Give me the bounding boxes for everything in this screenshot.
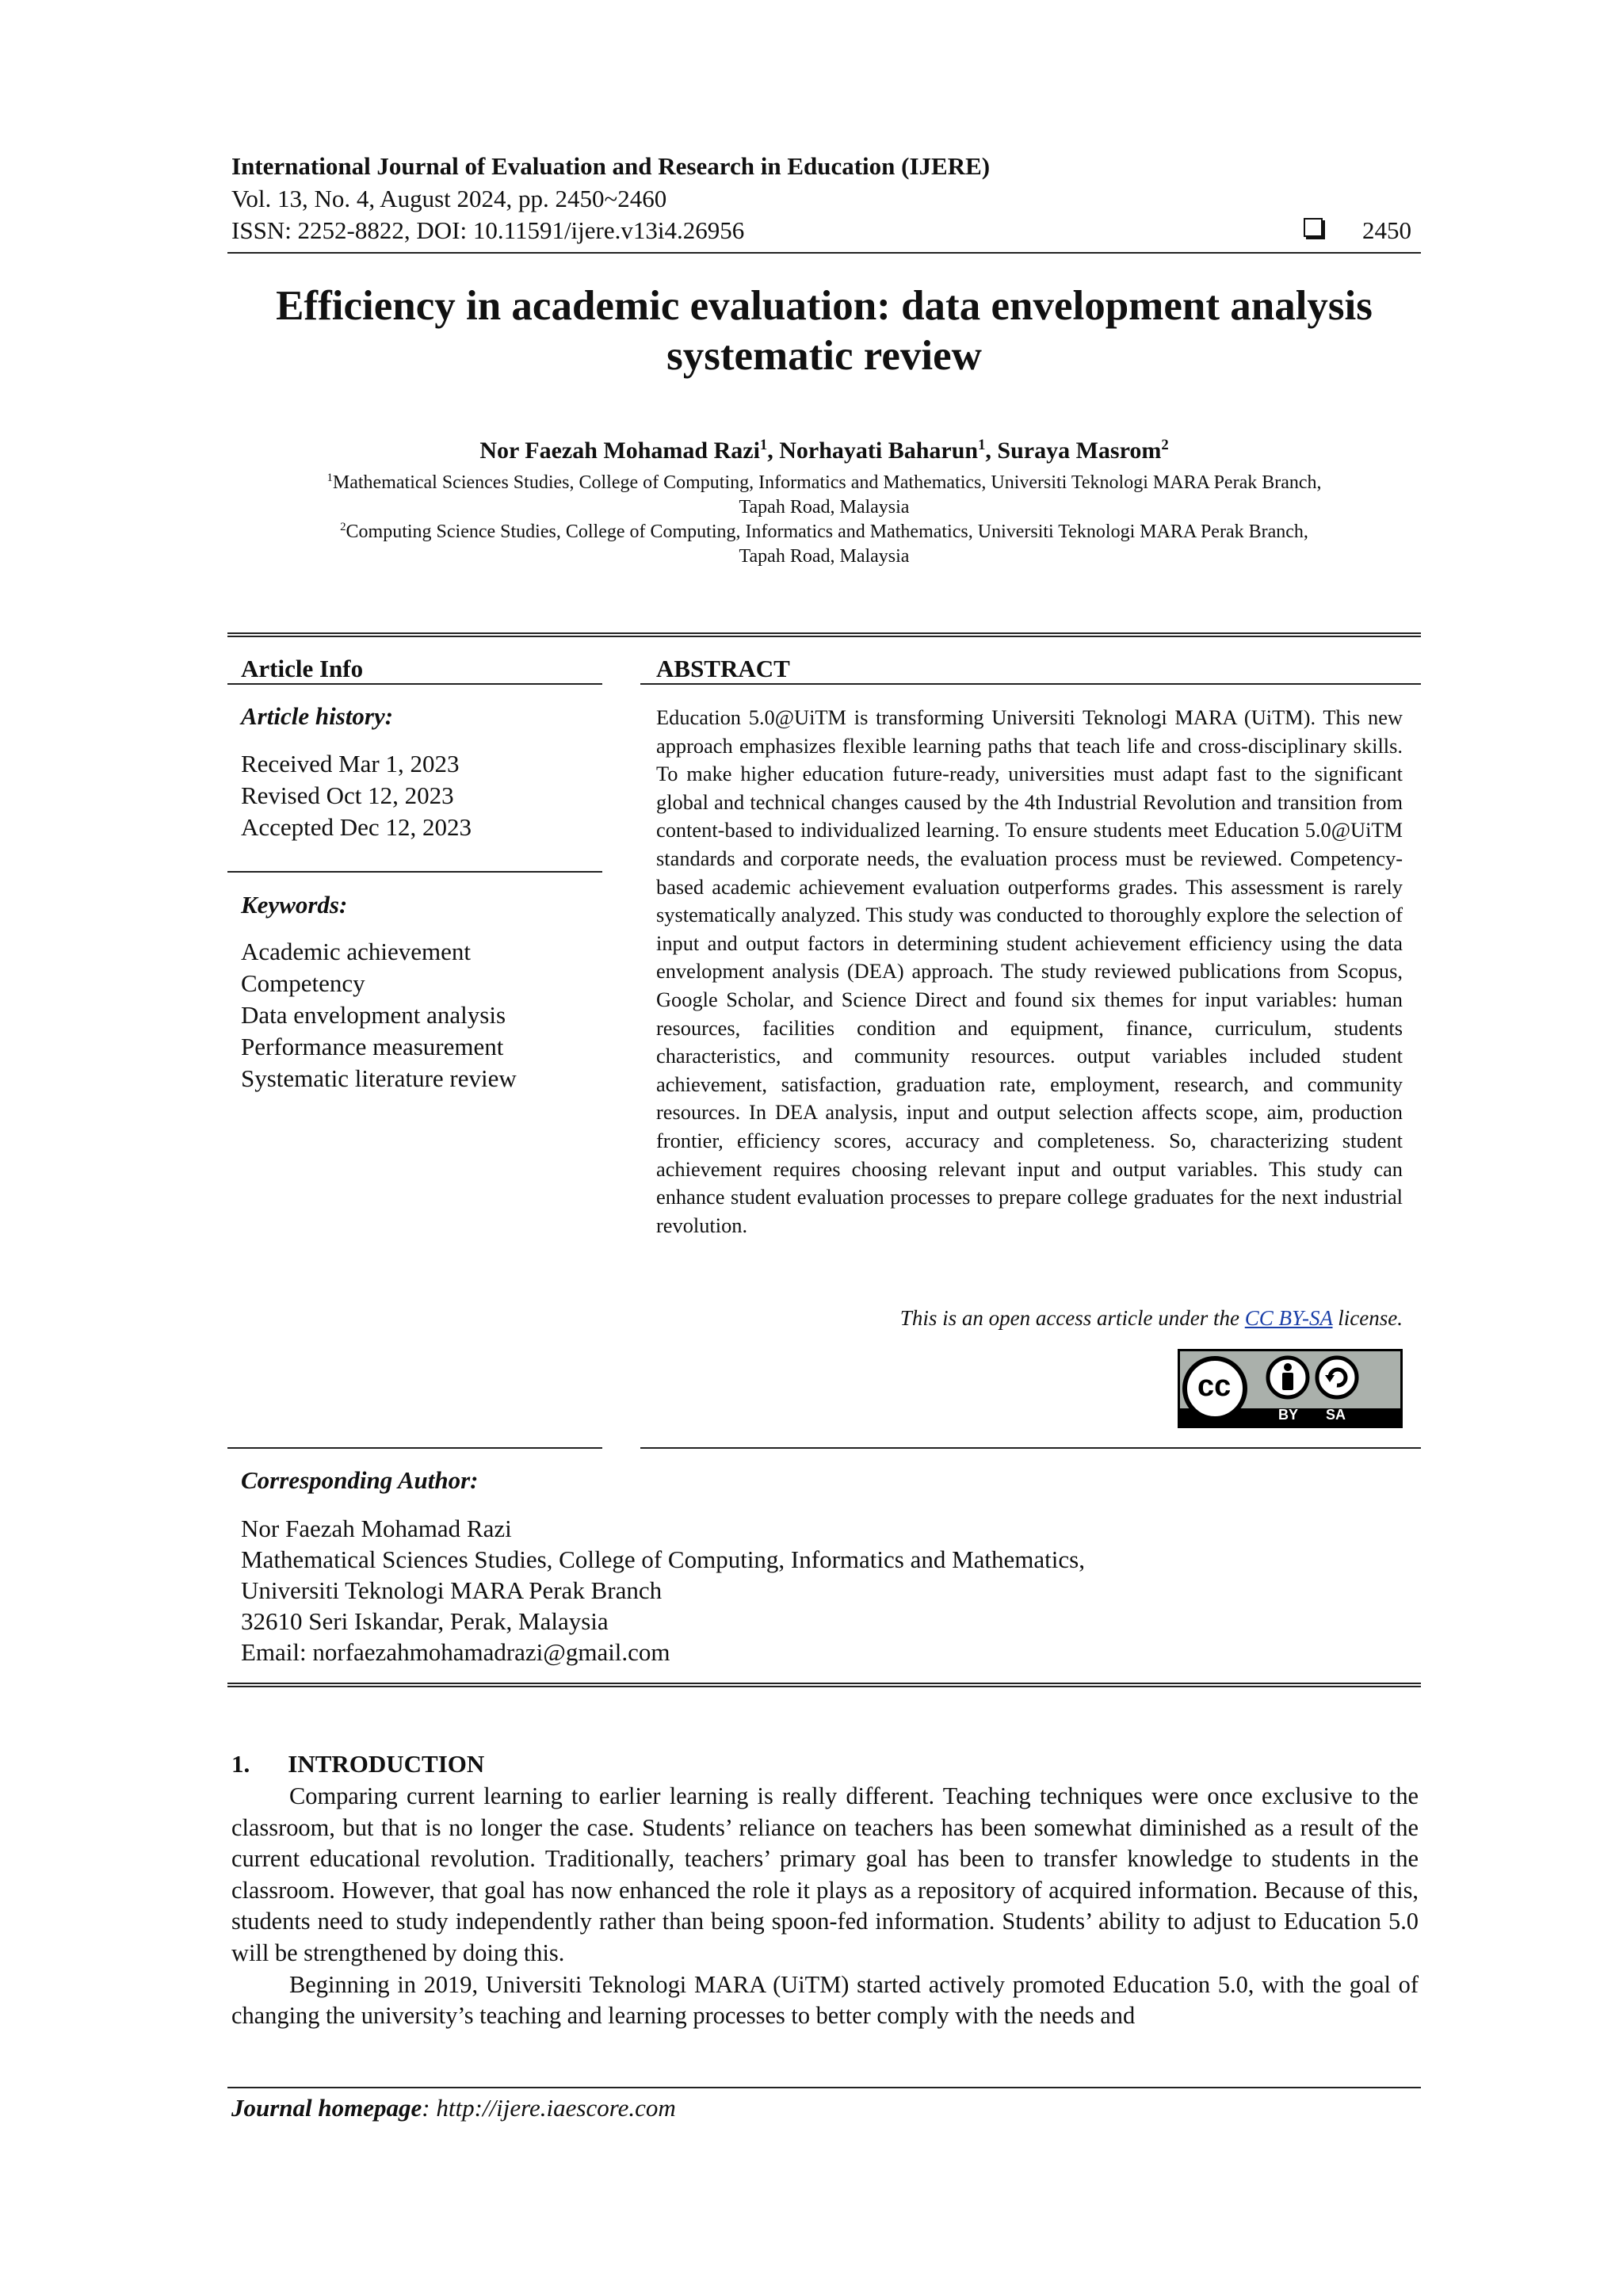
author-name: Suraya Masrom xyxy=(997,437,1162,464)
corresponding-address: 32610 Seri Iskandar, Perak, Malaysia xyxy=(241,1607,609,1635)
sa-label: SA xyxy=(1326,1407,1346,1423)
abstract-rule xyxy=(640,683,1421,685)
journal-homepage xyxy=(231,2094,676,2122)
corresponding-author-heading: Corresponding Author: xyxy=(241,1466,479,1494)
keyword-item: Performance measurement xyxy=(241,1033,504,1060)
received-date: Received Mar 1, 2023 xyxy=(241,750,460,777)
body-paragraph: Comparing current learning to earlier learning is really different. Teaching techniques were once exclusive to the classroom, but that is no longer the case. Students’ reliance on teachers has been somewhat diminished as a result of the current educational revolution. Traditionally, teachers’ primary goal has been to transfer knowledge to students in the classroom. However, that goal has now enhanced the role it plays as a repository of acquired information. Because of this, students need to study independently rather than being spoon-fed information. Students’ ability to adjust to Education 5.0 will be strengthened by doing this. xyxy=(231,1782,1419,1966)
cc-by-sa-badge xyxy=(1178,1349,1403,1428)
article-history-heading: Article history: xyxy=(241,702,394,730)
author-name: Norhayati Baharun xyxy=(779,437,979,464)
paper-title-line2: systematic review xyxy=(666,333,982,379)
journal-name: International Journal of Evaluation and Research in Education (IJERE) xyxy=(231,152,991,180)
author-affiliation-mark: 1 xyxy=(759,437,768,453)
affiliation-1: $^1$Mathematical Sciences Studies, College of Computing, Informatics and Mathematics, Universiti Teknologi MARA Perak Branch, Tapah Road, Malaysia xyxy=(327,472,1322,518)
corresponding-address: Universiti Teknologi MARA Perak Branch xyxy=(241,1576,663,1604)
corresponding-address: Mathematical Sciences Studies, College of Computing, Informatics and Mathematics, xyxy=(241,1545,1085,1573)
keyword-item: Competency xyxy=(241,969,365,997)
corresponding-author-block xyxy=(241,1513,1085,1668)
info-bottom-rule xyxy=(227,1447,602,1449)
author-name: Nor Faezah Mohamad Razi xyxy=(479,437,760,464)
introduction-body xyxy=(231,1781,1419,2032)
keywords-list xyxy=(241,936,517,1095)
journal-issn-doi: ISSN: 2252-8822, DOI: 10.11591/ijere.v13i4.26956 xyxy=(231,216,745,244)
cc-by-sa-link[interactable]: CC BY-SA xyxy=(1244,1306,1333,1330)
abstract-text: Education 5.0@UiTM is transforming Universiti Teknologi MARA (UiTM). This new approach emphasizes flexible learning paths that teach life and cross-disciplinary skills. To make higher education future-ready, universities must adapt fast to the significant global and technical changes caused by the 4th Industrial Revolution and transition from content-based to individualized learning. To ensure students meet Education 5.0@UiTM standards and corporate needs, the evaluation process must be reviewed. Competency-based academic achievement evaluation outperforms grades. This assessment is rarely systematically analyzed. This study was conducted to thoroughly explore the selection of input and output factors in determining student achievement efficiency using the data envelopment analysis (DEA) approach. The study reviewed publications from Scopus, Google Scholar, and Science Direct and found six themes for input variables: human resources, facilities condition and equipment, finance, curriculum, students characteristics, and community resources. output variables included student achievement, satisfaction, graduation rate, employment, research, and community resources. In DEA analysis, input and output selection affects scope, aim, production frontier, efficiency scores, accuracy and completeness. So, characterizing student achievement requires choosing relevant input and output variables. This study can enhance student evaluation processes to prepare college graduates for the next industrial revolution. xyxy=(656,705,1403,1237)
abstract-bottom-rule xyxy=(640,1447,1421,1449)
author-affiliation-mark: 2 xyxy=(1161,437,1169,453)
cc-icon: cc xyxy=(1197,1370,1232,1403)
section-number: 1. xyxy=(231,1750,250,1778)
revised-date: Revised Oct 12, 2023 xyxy=(241,781,454,809)
info-end-rule xyxy=(227,1683,1421,1687)
section-heading xyxy=(231,1750,484,1778)
body-paragraph: Beginning in 2019, Universiti Teknologi MARA (UiTM) started actively promoted Education 5.0, with the goal of changing the university’s teaching and learning processes to better comply with the needs and xyxy=(231,1970,1419,2030)
keywords-heading: Keywords: xyxy=(241,891,348,919)
affiliation-2: $^2$Computing Science Studies, College of Computing, Informatics and Mathematics, Universiti Teknologi MARA Perak Branch, Tapah Road, Malaysia xyxy=(340,521,1308,567)
homepage-url[interactable]: : http://ijere.iaescore.com xyxy=(422,2094,676,2122)
page-number: 2450 xyxy=(1362,216,1411,244)
info-top-rule xyxy=(227,632,1421,637)
corresponding-email: Email: norfaezahmohamadrazi@gmail.com xyxy=(241,1638,670,1666)
corresponding-name: Nor Faezah Mohamad Razi xyxy=(241,1515,512,1542)
section-title: INTRODUCTION xyxy=(288,1750,485,1778)
author-affiliation-mark: 1 xyxy=(978,437,986,453)
footer-rule xyxy=(227,2087,1421,2088)
article-history xyxy=(241,748,472,843)
box-icon xyxy=(1304,218,1323,237)
homepage-label: Journal homepage xyxy=(231,2094,422,2122)
journal-volume: Vol. 13, No. 4, August 2024, pp. 2450~2460 xyxy=(231,185,667,212)
by-label: BY xyxy=(1278,1407,1299,1423)
abstract-heading: ABSTRACT xyxy=(656,655,790,682)
author-list: Nor Faezah Mohamad Razi$^1$, Norhayati Baharun$^1$, Suraya Masrom$^2$ xyxy=(479,437,1169,464)
open-access-note: This is an open access article under the CC BY-SA license. xyxy=(899,1306,1403,1330)
keyword-item: Systematic literature review xyxy=(241,1064,517,1092)
accepted-date: Accepted Dec 12, 2023 xyxy=(241,813,472,841)
paper-title-line1: Efficiency in academic evaluation: data envelopment analysis xyxy=(276,283,1373,329)
keywords-rule xyxy=(227,871,602,873)
keyword-item: Data envelopment analysis xyxy=(241,1001,506,1029)
article-info-heading: Article Info xyxy=(241,655,364,682)
article-info-rule xyxy=(227,683,602,685)
header-rule xyxy=(227,252,1421,254)
keyword-item: Academic achievement xyxy=(241,938,472,965)
